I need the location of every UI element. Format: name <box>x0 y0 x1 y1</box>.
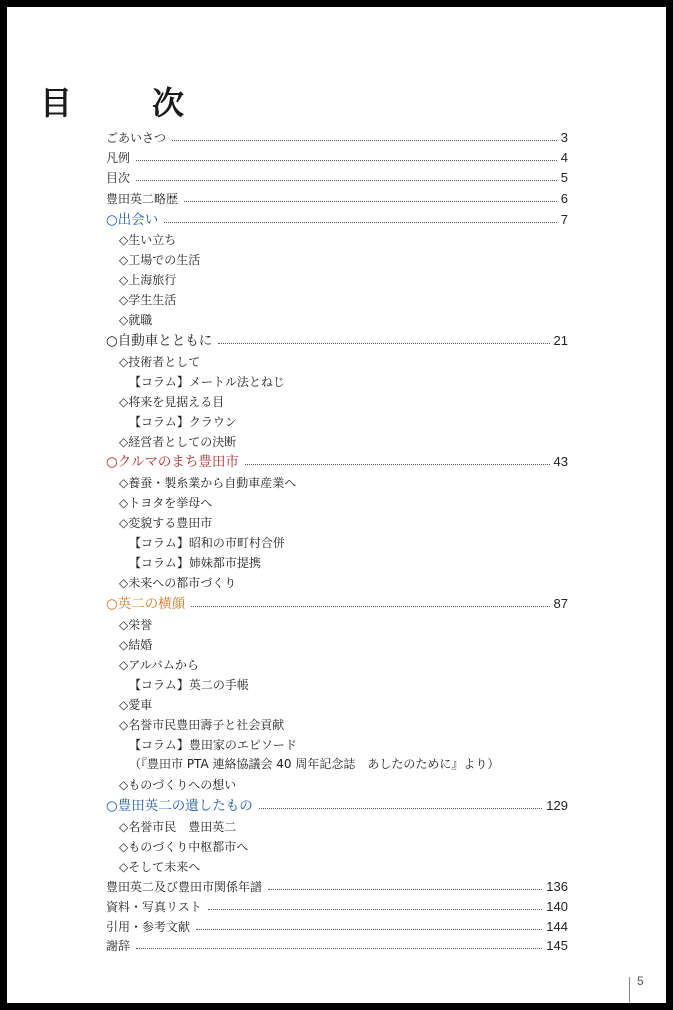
toc-entry-page: 4 <box>560 150 568 165</box>
dot-leader <box>218 342 549 344</box>
toc-section-page: 129 <box>546 798 568 813</box>
toc-column-item[interactable]: 【コラム】英二の手帳 <box>129 678 249 692</box>
toc-subitem[interactable]: ◇将来を見据える目 <box>119 395 225 409</box>
toc-section-automobile[interactable] <box>106 331 568 351</box>
toc-subitem[interactable]: ◇名誉市民豊田壽子と社会貢献 <box>119 718 285 732</box>
toc-subitem[interactable]: ◇上海旅行 <box>119 273 177 287</box>
toc-section-car-city[interactable] <box>106 452 568 472</box>
toc-section-label: ○クルマのまち豊田市 <box>106 454 239 470</box>
toc-column-item[interactable]: 【コラム】クラウン <box>129 415 237 429</box>
toc-section-label: ○自動車とともに <box>106 333 213 349</box>
toc-subitem[interactable]: ◇ものづくり中枢都市へ <box>119 840 249 854</box>
toc-note: （『豊田市 PTA 連絡協議会 40 周年記念誌 あしたのために』より） <box>129 757 500 771</box>
toc-entry-page: 144 <box>546 919 568 934</box>
toc-subitem[interactable]: ◇結婚 <box>119 638 153 652</box>
toc-section-page: 21 <box>553 333 568 348</box>
toc-subitem[interactable]: ◇ものづくりへの想い <box>119 778 237 792</box>
toc-subitem[interactable]: ◇養蚕・製糸業から自動車産業へ <box>119 476 297 490</box>
toc-entry-page: 145 <box>546 938 568 953</box>
toc-entry-label: 目次 <box>106 171 131 185</box>
toc-entry-greeting[interactable] <box>106 128 568 148</box>
toc-subitem[interactable]: ◇就職 <box>119 313 153 327</box>
toc-subitem[interactable]: ◇技術者として <box>119 355 201 369</box>
toc-entry-label: 資料・写真リスト <box>106 900 202 914</box>
toc-entry-contents[interactable] <box>106 168 568 188</box>
toc-entry-label: 凡例 <box>106 151 131 165</box>
toc-subitem[interactable]: ◇アルバムから <box>119 658 199 672</box>
toc-subitem[interactable]: ◇生い立ち <box>119 233 177 247</box>
page-number: 5 <box>637 974 644 988</box>
toc-entry-label: 引用・参考文献 <box>106 920 191 934</box>
toc-section-profile[interactable] <box>106 594 568 614</box>
toc-column-item[interactable]: 【コラム】昭和の市町村合併 <box>129 536 285 550</box>
toc-entry-page: 5 <box>560 170 568 185</box>
toc-entry-page: 136 <box>546 879 568 894</box>
table-of-contents <box>7 7 666 1003</box>
toc-section-label: ○豊田英二の遺したもの <box>106 798 253 814</box>
toc-entry-label: ごあいさつ <box>106 131 167 145</box>
dot-leader <box>268 888 542 890</box>
toc-subitem[interactable]: ◇学生生活 <box>119 293 177 307</box>
toc-column-item[interactable]: 【コラム】姉妹都市提携 <box>129 556 261 570</box>
toc-entry-legend[interactable] <box>106 148 568 168</box>
toc-section-label: ○出会い <box>106 212 159 228</box>
toc-entry-biography[interactable] <box>106 189 568 209</box>
toc-subitem[interactable]: ◇未来への都市づくり <box>119 576 237 590</box>
toc-entry-chronology[interactable] <box>106 877 568 897</box>
dot-leader <box>164 221 556 223</box>
toc-subitem[interactable]: ◇そして未来へ <box>119 860 201 874</box>
toc-column-item[interactable]: 【コラム】メートル法とねじ <box>129 375 285 389</box>
toc-entry-page: 3 <box>560 130 568 145</box>
dot-leader <box>245 463 550 465</box>
dot-leader <box>184 200 557 202</box>
dot-leader <box>136 947 542 949</box>
toc-subitem[interactable]: ◇経営者としての決断 <box>119 435 237 449</box>
page-number-divider <box>629 977 630 1003</box>
dot-leader <box>208 908 543 910</box>
toc-entry-photo-list[interactable] <box>106 897 568 917</box>
toc-section-label: ○英二の横顔 <box>106 596 186 612</box>
toc-section-encounter[interactable] <box>106 210 568 230</box>
toc-subitem[interactable]: ◇愛車 <box>119 698 153 712</box>
toc-entry-page: 140 <box>546 899 568 914</box>
dot-leader <box>259 807 543 809</box>
toc-subitem[interactable]: ◇名誉市民 豊田英二 <box>119 820 237 834</box>
document-page <box>7 7 666 1003</box>
dot-leader <box>136 159 557 161</box>
dot-leader <box>136 179 557 181</box>
toc-column-item[interactable]: 【コラム】豊田家のエピソード <box>129 738 297 752</box>
toc-subitem[interactable]: ◇工場での生活 <box>119 253 201 267</box>
dot-leader <box>191 605 549 607</box>
toc-entry-acknowledgments[interactable] <box>106 936 568 956</box>
toc-subitem[interactable]: ◇トヨタを挙母へ <box>119 496 213 510</box>
toc-entry-label: 謝辞 <box>106 939 131 953</box>
dot-leader <box>196 928 542 930</box>
toc-section-page: 7 <box>560 212 568 227</box>
toc-section-legacy[interactable] <box>106 796 568 816</box>
toc-entry-page: 6 <box>560 191 568 206</box>
toc-subitem[interactable]: ◇変貌する豊田市 <box>119 516 213 530</box>
toc-entry-references[interactable] <box>106 917 568 937</box>
toc-entry-label: 豊田英二略歴 <box>106 192 179 206</box>
toc-section-page: 43 <box>553 454 568 469</box>
toc-section-page: 87 <box>553 596 568 611</box>
dot-leader <box>172 139 557 141</box>
page-title: 目 次 <box>40 84 209 122</box>
toc-entry-label: 豊田英二及び豊田市関係年譜 <box>106 880 263 894</box>
toc-subitem[interactable]: ◇栄誉 <box>119 618 153 632</box>
